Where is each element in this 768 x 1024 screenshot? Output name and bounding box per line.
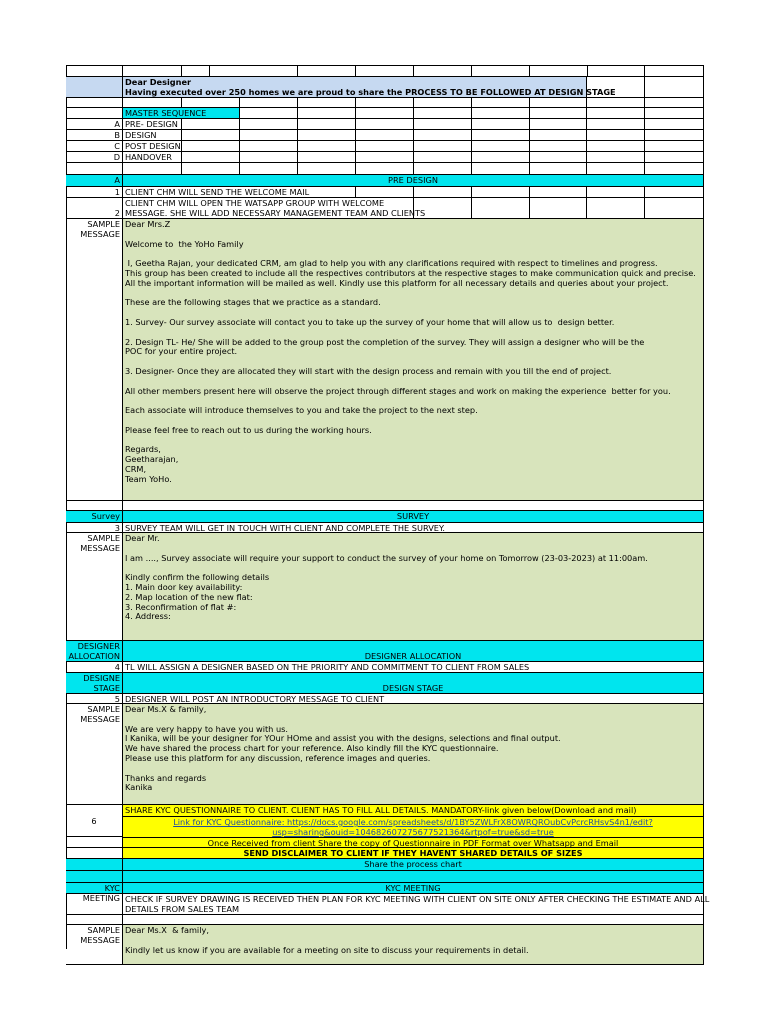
spreadsheet <box>66 65 710 955</box>
cell[interactable] <box>356 130 414 141</box>
cell[interactable] <box>530 187 587 198</box>
master-key[interactable]: A <box>66 119 123 130</box>
cell[interactable] <box>472 141 530 152</box>
cell[interactable] <box>587 77 645 98</box>
cell[interactable] <box>182 98 240 108</box>
sample-label-line: SAMPLE <box>87 704 120 714</box>
master-item-row <box>66 130 704 141</box>
cell[interactable] <box>414 141 472 152</box>
cell[interactable] <box>645 198 704 219</box>
cell[interactable] <box>66 894 123 915</box>
cell[interactable] <box>66 915 123 925</box>
intro-text[interactable] <box>123 77 616 98</box>
intro-line2: Having executed over 250 homes we are proud to share the PROCESS TO BE FOLLOWED AT DESIGN STAGE <box>125 87 616 97</box>
master-sequence-title[interactable]: MASTER SEQUENCE <box>123 108 240 119</box>
master-key[interactable]: B <box>66 130 123 141</box>
designer-allocation-header-row <box>66 641 704 662</box>
step-text-line: DETAILS FROM SALES TEAM <box>125 904 240 914</box>
cell[interactable] <box>472 65 530 77</box>
survey-key[interactable]: Survey <box>66 511 123 523</box>
cell[interactable] <box>530 163 587 175</box>
cell[interactable] <box>240 130 298 141</box>
kyc-title[interactable]: KYC MEETING <box>123 883 704 894</box>
cell[interactable] <box>240 119 298 130</box>
sample-label-line: SAMPLE <box>87 219 120 229</box>
cell[interactable] <box>587 130 645 141</box>
cell[interactable] <box>66 65 123 77</box>
cell[interactable] <box>182 65 210 77</box>
key-line: STAGE <box>93 683 120 693</box>
sample-message-row <box>66 219 704 501</box>
cell[interactable] <box>66 98 123 108</box>
cell[interactable] <box>356 163 414 175</box>
master-item-row <box>66 141 704 152</box>
step-row <box>66 894 710 915</box>
cell[interactable] <box>182 119 240 130</box>
kyc-sample-message[interactable]: Dear Ms.X & family, Kindly let us know if you are available for a meeting on site to discuss your requirements in detail. <box>123 925 704 965</box>
master-item-row <box>66 119 704 130</box>
intro-line1: Dear Designer <box>125 77 192 87</box>
cell[interactable] <box>645 119 704 130</box>
cell[interactable] <box>356 119 414 130</box>
cell[interactable] <box>587 108 645 119</box>
cell[interactable] <box>356 152 414 163</box>
sample-label-line: SAMPLE <box>87 533 120 543</box>
step6-row <box>66 837 704 848</box>
cell[interactable] <box>472 198 530 219</box>
cell[interactable] <box>414 187 472 198</box>
cell[interactable] <box>356 108 414 119</box>
step-number[interactable]: 4 <box>66 662 123 673</box>
cell[interactable] <box>472 119 530 130</box>
cell[interactable] <box>530 119 587 130</box>
cell[interactable] <box>356 98 414 108</box>
design-stage-sample-message[interactable]: Dear Ms.X & family, We are very happy to have you with us. I Kanika, will be your designer for YOur HOme and assist you with the designs, selections and final output. We have shared the process chart for your reference. Also kindly fill the KYC questionnaire. Please use this platform for any discussion, reference images and queries. Thanks and regards Kanika <box>123 704 704 805</box>
design-stage-key[interactable] <box>66 673 123 694</box>
cell[interactable] <box>182 152 240 163</box>
cell[interactable] <box>414 163 472 175</box>
key-line: ALLOCATION <box>68 651 120 661</box>
step6-block <box>123 805 704 837</box>
cell[interactable] <box>472 108 530 119</box>
cell[interactable] <box>414 108 472 119</box>
cell[interactable] <box>210 65 298 77</box>
step-text[interactable] <box>123 198 426 219</box>
cell[interactable] <box>414 98 472 108</box>
cell[interactable] <box>645 130 704 141</box>
cell[interactable] <box>645 98 704 108</box>
cell[interactable] <box>645 152 704 163</box>
cell[interactable] <box>530 108 587 119</box>
cell[interactable] <box>123 871 704 883</box>
cell[interactable] <box>587 187 645 198</box>
cell[interactable] <box>530 98 587 108</box>
cell[interactable] <box>530 141 587 152</box>
cell[interactable] <box>182 141 240 152</box>
cell[interactable] <box>66 859 123 871</box>
step-number[interactable]: 6 <box>66 805 123 837</box>
cell[interactable] <box>298 98 356 108</box>
step6-row <box>66 805 704 837</box>
master-label[interactable]: DESIGN <box>123 130 182 141</box>
cell[interactable] <box>298 130 356 141</box>
cell[interactable] <box>298 65 356 77</box>
cell[interactable] <box>472 130 530 141</box>
sample-label-line: MESSAGE <box>80 935 120 945</box>
survey-sample-message[interactable]: Dear Mr. I am ...., Survey associate will require your support to conduct the survey of your home on Tomorrow (23-03-2023) at 11:00am. Kindly confirm the following details 1. Main door key availability: 2. Map location of the new flat: 3. Reconfirmation of flat #: 4. Address: <box>123 533 704 641</box>
cell[interactable] <box>472 187 530 198</box>
cell[interactable] <box>298 163 356 175</box>
cell[interactable] <box>240 163 298 175</box>
step-row <box>66 198 704 219</box>
design-stage-title[interactable]: DESIGN STAGE <box>123 673 704 694</box>
step6-row <box>66 859 704 871</box>
cell[interactable] <box>123 163 182 175</box>
master-label[interactable]: HANDOVER <box>123 152 182 163</box>
step-text[interactable] <box>123 894 710 915</box>
cell[interactable] <box>645 77 704 98</box>
step-row <box>66 523 704 533</box>
cell[interactable] <box>298 141 356 152</box>
step-text[interactable]: TL WILL ASSIGN A DESIGNER BASED ON THE PRIORITY AND COMMITMENT TO CLIENT FROM SALES <box>123 662 704 673</box>
step-number[interactable]: 3 <box>66 523 123 533</box>
disclaimer-instruction[interactable]: SEND DISCLAIMER TO CLIENT IF THEY HAVENT SHARED DETAILS OF SIZES <box>123 848 704 859</box>
cell[interactable] <box>587 141 645 152</box>
cell[interactable] <box>298 119 356 130</box>
sample-message-row <box>66 925 704 965</box>
master-header-row <box>66 108 704 119</box>
step-row <box>66 694 704 704</box>
cell[interactable] <box>645 65 704 77</box>
step-number[interactable]: 5 <box>66 694 123 704</box>
cell[interactable] <box>182 163 240 175</box>
cell[interactable] <box>587 98 645 108</box>
kyc-link-line: Link for KYC Questionnaire: https://docs.google.com/spreadsheets/d/1BY5ZWLFrX8OWRQROubCvPcrcRHsvS4n1/edit? <box>173 817 653 827</box>
cell[interactable] <box>587 198 645 219</box>
step-row <box>66 187 704 198</box>
cell[interactable] <box>414 198 472 219</box>
cell[interactable] <box>123 98 182 108</box>
key-line: DESIGNER <box>77 641 120 651</box>
step-text[interactable]: SURVEY TEAM WILL GET IN TOUCH WITH CLIENT AND COMPLETE THE SURVEY. <box>123 523 704 533</box>
cell[interactable] <box>472 152 530 163</box>
sample-message-row <box>66 704 704 805</box>
master-item-row <box>66 152 704 163</box>
cell[interactable] <box>123 65 182 77</box>
cell[interactable] <box>472 98 530 108</box>
cell[interactable] <box>645 141 704 152</box>
pre-design-title[interactable]: PRE DESIGN <box>123 175 704 187</box>
survey-title[interactable]: SURVEY <box>123 511 704 523</box>
cell[interactable] <box>645 163 704 175</box>
sample-message-label[interactable] <box>66 219 123 501</box>
cell[interactable] <box>530 65 588 77</box>
designer-allocation-key[interactable] <box>66 641 123 662</box>
cell[interactable] <box>298 108 356 119</box>
cell[interactable] <box>66 501 123 511</box>
sample-label-line: MESSAGE <box>80 229 120 239</box>
cell[interactable] <box>123 915 704 925</box>
cell[interactable] <box>587 119 645 130</box>
kyc-share-instruction[interactable]: SHARE KYC QUESTIONNAIRE TO CLIENT. CLIENT HAS TO FILL ALL DETAILS. MANDATORY-link given below(Download and mail) <box>123 805 703 817</box>
master-key[interactable]: D <box>66 152 123 163</box>
sample-label-line: SAMPLE <box>87 925 120 935</box>
sample-label-line: MESSAGE <box>80 714 120 724</box>
grid-row <box>66 163 704 175</box>
cell[interactable] <box>414 152 472 163</box>
cell[interactable] <box>588 65 645 77</box>
sample-message-label[interactable] <box>66 925 123 965</box>
master-label[interactable]: POST DESIGN <box>125 141 181 151</box>
step-text-line: CLIENT CHM WILL OPEN THE WATSAPP GROUP WITH WELCOME <box>125 198 385 208</box>
designer-allocation-title[interactable]: DESIGNER ALLOCATION <box>123 641 704 662</box>
grid-row <box>66 915 704 925</box>
cell[interactable] <box>66 163 123 175</box>
sample-message-row <box>66 533 704 641</box>
cell[interactable] <box>240 141 298 152</box>
cell[interactable] <box>66 77 123 98</box>
sample-message-label[interactable] <box>66 704 123 805</box>
cell[interactable] <box>66 108 123 119</box>
cell[interactable] <box>587 163 645 175</box>
cell[interactable] <box>240 98 298 108</box>
cell[interactable] <box>66 837 123 848</box>
cell[interactable] <box>645 187 704 198</box>
cell[interactable] <box>66 848 123 859</box>
cell[interactable] <box>414 119 472 130</box>
cell[interactable] <box>587 152 645 163</box>
grid-row <box>66 65 704 77</box>
cell[interactable] <box>240 108 298 119</box>
step-text[interactable]: DESIGNER WILL POST AN INTRODUCTORY MESSAGE TO CLIENT <box>123 694 704 704</box>
sample-message-label[interactable] <box>66 533 123 641</box>
design-stage-header-row <box>66 673 704 694</box>
share-process-chart[interactable]: Share the process chart <box>123 859 704 871</box>
cell[interactable] <box>356 65 414 77</box>
cell[interactable] <box>182 130 240 141</box>
grid-row <box>66 98 704 108</box>
key-line: DESIGNE <box>83 673 120 683</box>
step-text-line: CHECK IF SURVEY DRAWING IS RECEIVED THEN PLAN FOR KYC MEETING WITH CLIENT ON SITE ONLY AFTER CHECKING THE ESTIMATE AND ALL <box>125 894 710 904</box>
cell[interactable] <box>123 501 704 511</box>
cell[interactable] <box>356 141 414 152</box>
step-number[interactable]: 2 <box>66 198 123 219</box>
step-row <box>66 662 704 673</box>
questionnaire-pdf-instruction[interactable]: Once Received from client Share the copy of Questionnaire in PDF Format over Whatsapp and Email <box>123 837 704 848</box>
cell[interactable] <box>414 130 472 141</box>
kyc-link-line: usp=sharing&ouid=104682607275677521364&rtpof=true&sd=true <box>272 827 554 837</box>
sample-label-line: MESSAGE <box>80 543 120 553</box>
cell[interactable] <box>530 130 587 141</box>
grid-row <box>66 501 704 511</box>
cell[interactable] <box>530 198 587 219</box>
cell[interactable] <box>645 108 704 119</box>
step-number[interactable]: 1 <box>66 187 123 198</box>
kyc-key[interactable]: KYC MEETING <box>66 883 123 894</box>
master-label[interactable]: PRE- DESIGN <box>123 119 182 130</box>
grid-row <box>66 871 704 883</box>
kyc-link[interactable] <box>123 817 703 837</box>
cell[interactable] <box>414 65 472 77</box>
cell[interactable] <box>66 871 123 883</box>
cell[interactable] <box>240 152 298 163</box>
cell[interactable] <box>298 152 356 163</box>
pre-design-key[interactable]: A <box>66 175 123 187</box>
intro-row <box>66 77 704 98</box>
step6-row <box>66 848 704 859</box>
step-text-line: MESSAGE. SHE WILL ADD NECESSARY MANAGEMENT TEAM AND CLIENTS <box>125 208 426 218</box>
cell[interactable] <box>356 187 414 198</box>
pre-design-header-row <box>66 175 704 187</box>
survey-header-row <box>66 511 704 523</box>
pre-design-sample-message[interactable]: Dear Mrs.Z Welcome to the YoHo Family I, Geetha Rajan, your dedicated CRM, am glad to help you with any clarifications required with respect to timelines and progress. This group has been created to include all the respectives contributors at the respective stages to make communication quick and precise. All the important information will be mailed as well. Kindly use this platform for all necessary details and queries about your project. These are the following stages that we practice as a standard. 1. Survey- Our survey associate will contact you to take up the survey of your home that will allow us to design better. 2. Design TL- He/ She will be added to the group post the completion of the survey. They will assign a designer who will be the POC for your entire project. 3. Designer- Once they are allocated they will start with the design process and remain with you till the end of project. All other members present here will observe the project through different stages and work on making the experience better for you. Each associate will introduce themselves to you and take the project to the next step. Please feel free to reach out to us during the working hours. Regards, Geetharajan, CRM, Team YoHo. <box>123 219 704 501</box>
master-key[interactable]: C <box>66 141 123 152</box>
step-text[interactable]: CLIENT CHM WILL SEND THE WELCOME MAIL <box>123 187 356 198</box>
cell[interactable] <box>530 152 587 163</box>
cell[interactable] <box>472 163 530 175</box>
